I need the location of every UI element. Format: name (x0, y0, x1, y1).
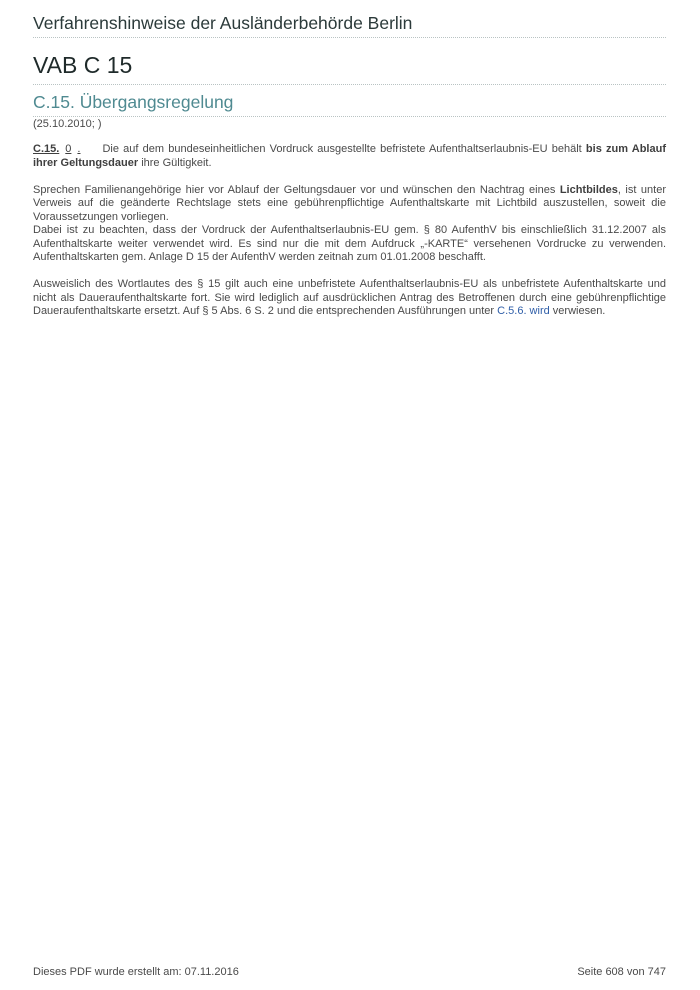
paragraph-ref-dot[interactable]: . (77, 143, 81, 155)
paragraph-2-text-b: , ist unter Verweis auf die geänderte Rechtslage stets eine gebührenpflichtige Aufenthaltskarte mit Lichtbild auszustellen, soweit die Voraussetzungen vorliegen. (33, 183, 666, 223)
paragraph-ref-sub[interactable]: 0 (65, 143, 72, 155)
footer-page-number: Seite 608 von 747 (577, 966, 666, 978)
paragraph-1-text-b: ihre Gültigkeit. (138, 156, 212, 169)
paragraph-2-text-a: Sprechen Familienangehörige hier vor Ablauf der Geltungsdauer vor und wünschen den Nachtrag eines (33, 183, 560, 196)
header-divider (33, 37, 666, 38)
document-title: VAB C 15 (33, 52, 133, 78)
paragraph-3: Dabei ist zu beachten, dass der Vordruck der Aufenthaltserlaubnis-EU gem. § 80 AufenthV bis einschließlich 31.12.2007 als Aufenthaltskarte weiter verwendet wird. Es sind nur die mit dem Aufdruck „-KARTE“ versehenen Vordrucke zu verwenden. Aufenthaltskarten gem. Anlage D 15 der AufenthV werden zeitnah zum 01.01.2008 beschafft. (33, 224, 666, 263)
paragraph-1 (33, 143, 666, 170)
footer-created-date: Dieses PDF wurde erstellt am: 07.11.2016 (33, 966, 239, 978)
title-divider (33, 84, 666, 85)
cross-reference-link[interactable]: C.5.6. wird (497, 305, 550, 317)
section-divider (33, 116, 666, 117)
paragraph-ref[interactable]: C.15. (33, 143, 60, 155)
section-date: (25.10.2010; ) (33, 118, 102, 130)
paragraph-4 (33, 278, 666, 319)
site-title: Verfahrenshinweise der Ausländerbehörde Berlin (33, 13, 413, 33)
section-title: C.15. Übergangsregelung (33, 92, 234, 112)
paragraph-1-bold: bis zum Ablauf ihrer Geltungsdauer (33, 143, 666, 169)
paragraph-1-text-a: Die auf dem bundeseinheitlichen Vordruck ausgestellte befristete Aufenthaltserlaubnis-EU behält (102, 143, 586, 155)
paragraph-2-bold: Lichtbildes (559, 183, 618, 196)
paragraph-4-text-a: Ausweislich des Wortlautes des § 15 gilt auch eine unbefristete Aufenthaltserlaubnis-EU als unbefristete Aufenthaltskarte und nicht als Daueraufenthaltskarte fort. Sie wird lediglich auf ausdrücklichen Antrag des Betroffenen durch eine gebührenpflichtige Daueraufenthaltskarte ersetzt. Auf § 5 Abs. 6 S. 2 und die entsprechenden Ausführungen unter (33, 278, 666, 317)
paragraph-4-text-b: verwiesen. (549, 305, 606, 317)
document-body (33, 143, 666, 332)
paragraph-2 (33, 184, 666, 225)
